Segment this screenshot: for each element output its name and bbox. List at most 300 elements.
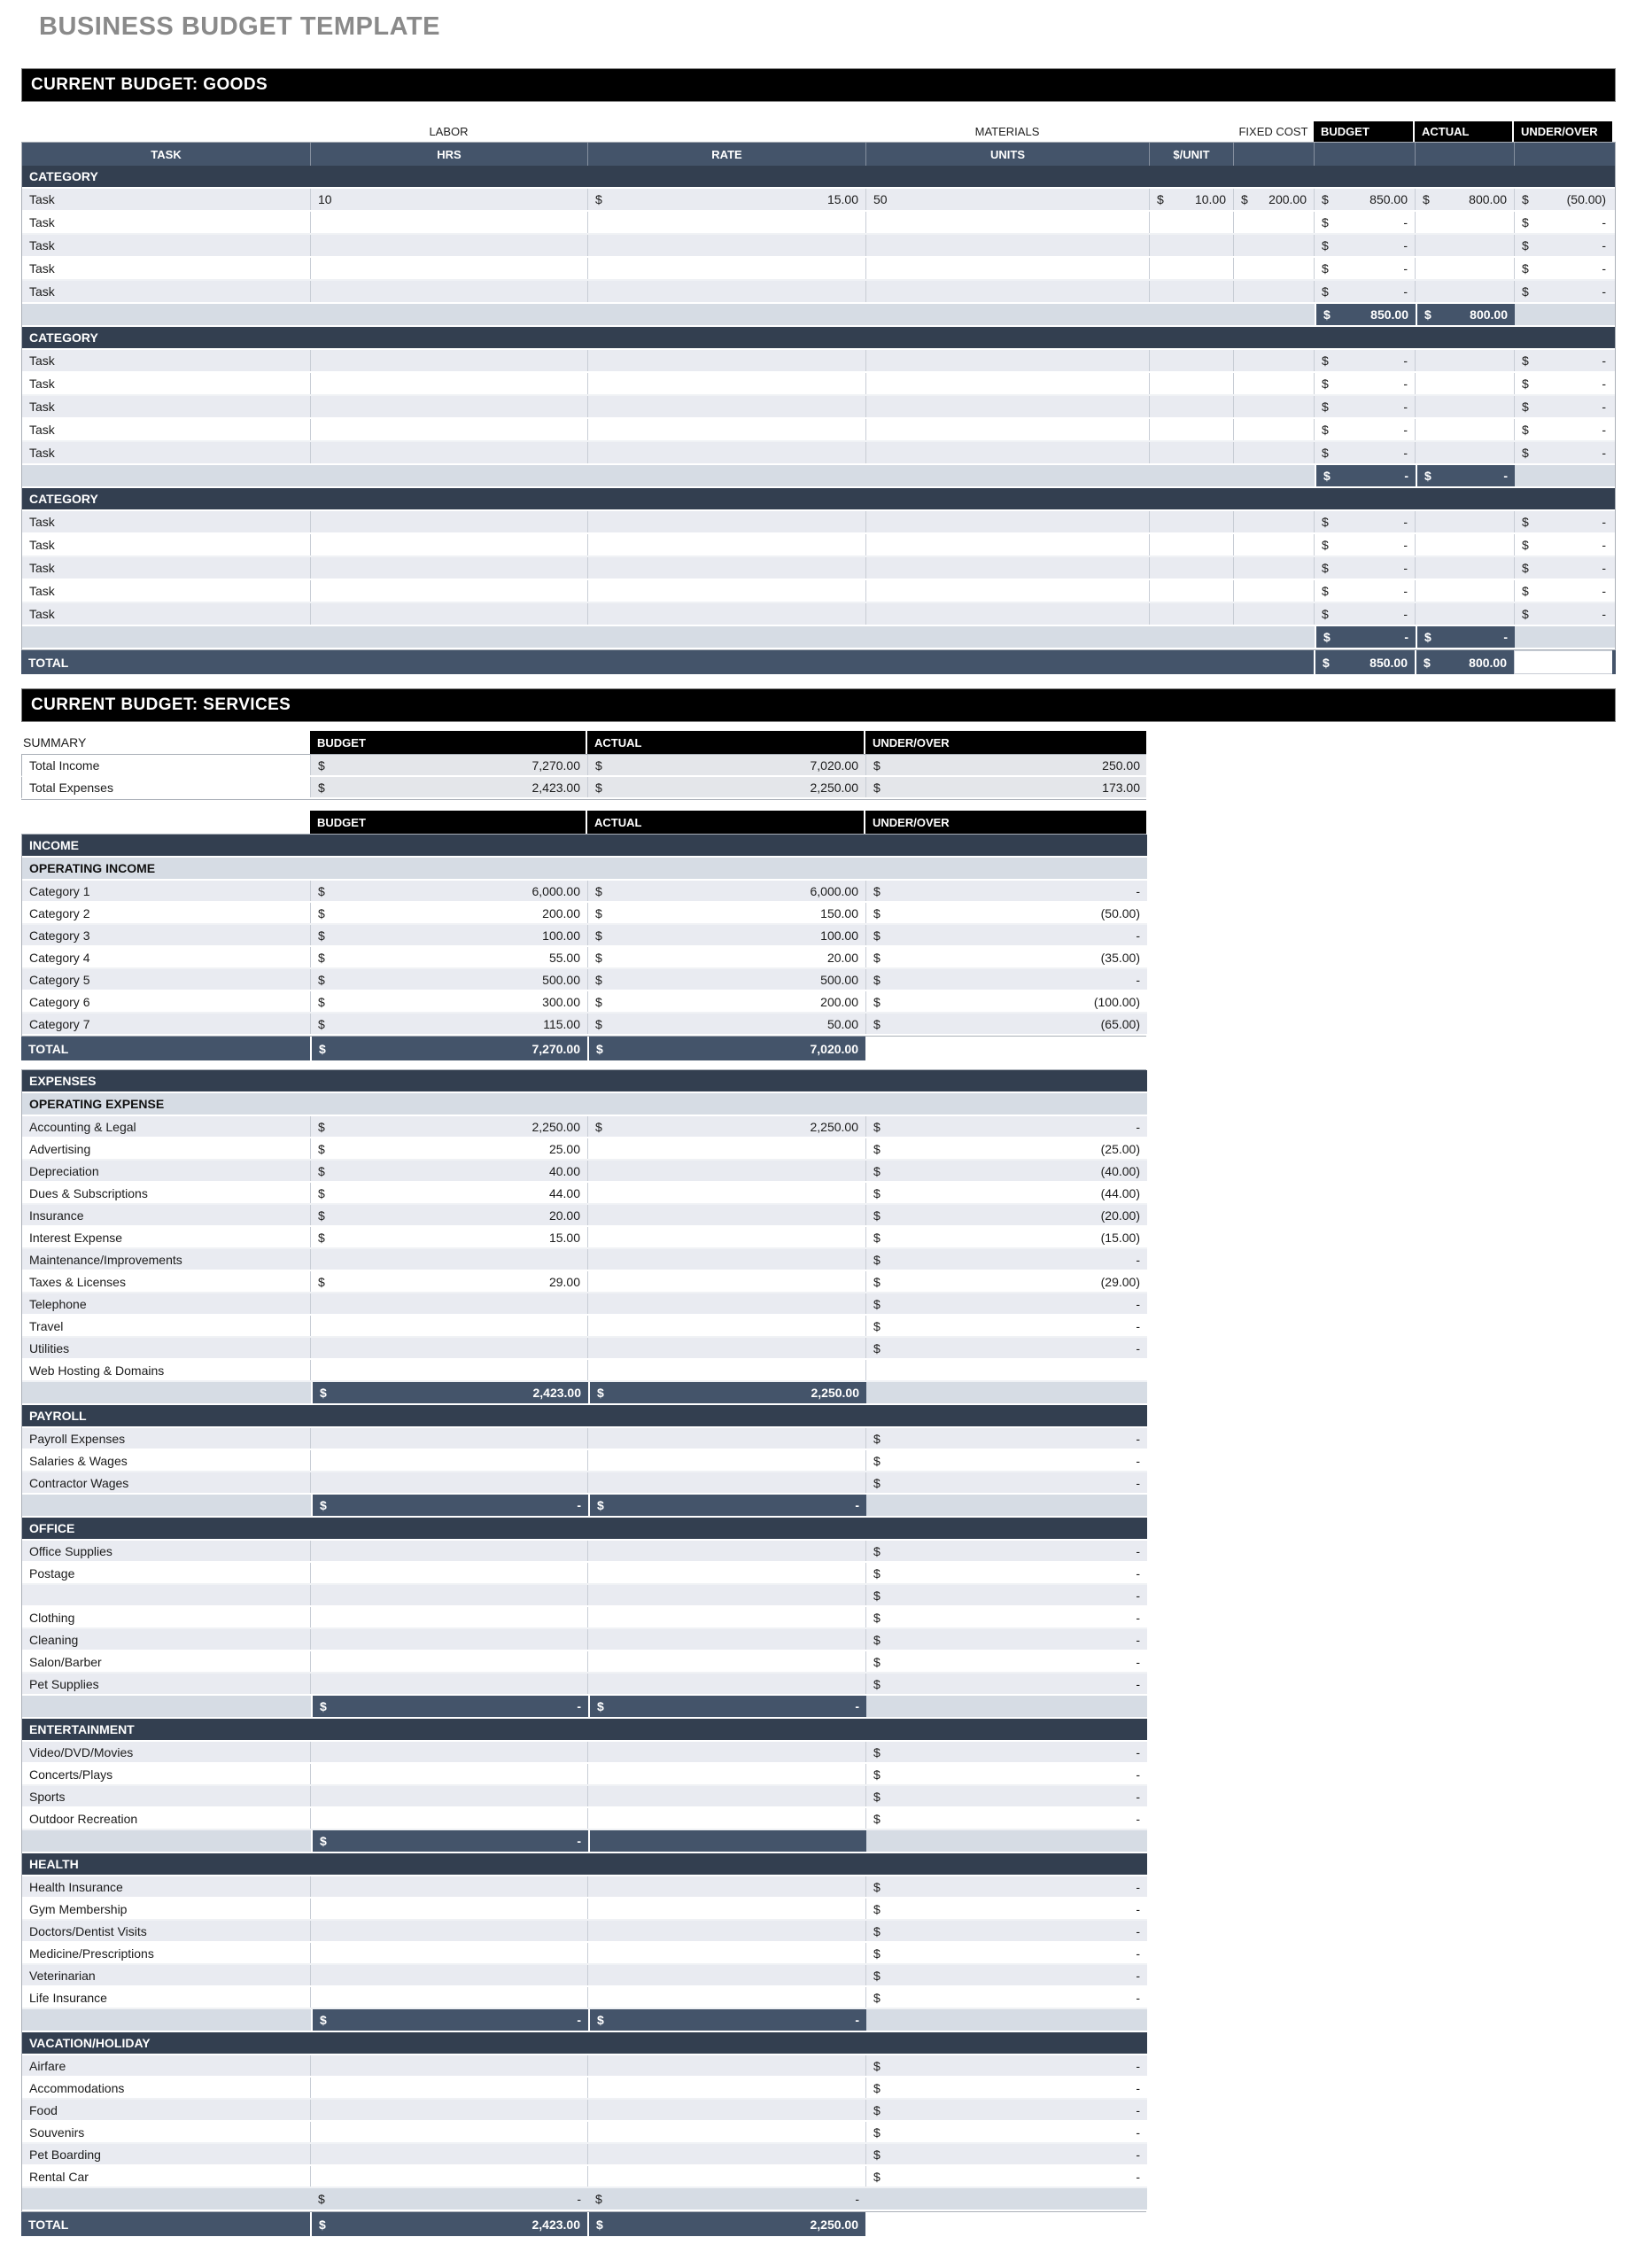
budget-cell[interactable] — [311, 1943, 588, 1963]
row-label-cell[interactable]: Clothing — [22, 1607, 311, 1627]
under-over-cell[interactable] — [1515, 603, 1613, 625]
under-over-cell[interactable] — [866, 1563, 1147, 1583]
actual-cell[interactable] — [588, 1138, 866, 1159]
actual-cell[interactable] — [588, 1764, 866, 1784]
task-cell[interactable]: Task — [22, 580, 311, 602]
under-over-cell[interactable] — [866, 1227, 1147, 1247]
fixed-cost-cell[interactable] — [1234, 212, 1315, 233]
hrs-cell[interactable] — [311, 258, 588, 279]
units-cell[interactable] — [866, 557, 1150, 579]
budget-cell[interactable] — [1315, 212, 1416, 233]
budget-cell[interactable] — [1315, 350, 1416, 371]
actual-cell[interactable] — [588, 2122, 866, 2142]
task-cell[interactable]: Task — [22, 281, 311, 302]
under-over-cell[interactable] — [866, 1764, 1147, 1784]
under-over-cell[interactable] — [866, 903, 1147, 923]
under-over-cell[interactable] — [866, 1249, 1147, 1270]
subtotal-actual-cell[interactable] — [588, 1830, 866, 1852]
unit-cost-cell[interactable] — [1150, 350, 1234, 371]
under-over-cell[interactable] — [866, 1450, 1147, 1471]
rate-cell[interactable] — [588, 442, 866, 463]
budget-cell[interactable] — [311, 1965, 588, 1985]
budget-cell[interactable] — [311, 881, 588, 901]
under-over-cell[interactable] — [866, 2055, 1147, 2076]
row-label-cell[interactable]: Accommodations — [22, 2078, 311, 2098]
under-over-cell[interactable] — [866, 2078, 1147, 2098]
under-over-cell[interactable] — [866, 1808, 1147, 1829]
fixed-cost-cell[interactable] — [1234, 281, 1315, 302]
budget-cell[interactable] — [311, 1014, 588, 1034]
actual-cell[interactable] — [588, 1742, 866, 1762]
actual-cell[interactable] — [588, 1607, 866, 1627]
total-budget-cell[interactable] — [310, 2212, 587, 2236]
budget-cell[interactable] — [1315, 557, 1416, 579]
under-over-cell[interactable] — [1515, 258, 1613, 279]
task-cell[interactable]: Task — [22, 350, 311, 371]
unit-cost-cell[interactable] — [1150, 511, 1234, 532]
task-cell[interactable]: Task — [22, 396, 311, 417]
subtotal-actual-cell[interactable] — [588, 2188, 866, 2210]
fixed-cost-cell[interactable] — [1234, 419, 1315, 440]
row-label-cell[interactable]: Contractor Wages — [22, 1472, 311, 1493]
under-over-cell[interactable] — [866, 1943, 1147, 1963]
row-label-cell[interactable]: Taxes & Licenses — [22, 1271, 311, 1292]
task-cell[interactable]: Task — [22, 235, 311, 256]
row-label-cell[interactable]: Utilities — [22, 1338, 311, 1358]
row-label-cell[interactable]: Category 5 — [22, 969, 311, 990]
task-cell[interactable]: Task — [22, 534, 311, 555]
subtotal-actual-cell[interactable] — [1416, 626, 1515, 648]
unit-cost-cell[interactable] — [1150, 580, 1234, 602]
actual-cell[interactable] — [1416, 235, 1515, 256]
budget-cell[interactable] — [311, 1742, 588, 1762]
subtotal-budget-cell[interactable] — [311, 2188, 588, 2210]
budget-cell[interactable] — [311, 2122, 588, 2142]
units-cell[interactable] — [866, 235, 1150, 256]
task-cell[interactable]: Task — [22, 258, 311, 279]
under-over-cell[interactable] — [866, 1271, 1147, 1292]
row-label-cell[interactable]: Category 2 — [22, 903, 311, 923]
under-over-cell[interactable] — [866, 925, 1147, 945]
actual-cell[interactable] — [588, 1808, 866, 1829]
budget-cell[interactable] — [311, 1585, 588, 1605]
subtotal-budget-cell[interactable] — [1315, 626, 1416, 648]
fixed-cost-cell[interactable] — [1234, 511, 1315, 532]
actual-cell[interactable] — [1416, 189, 1515, 210]
subtotal-budget-cell[interactable] — [311, 1495, 588, 1516]
rate-cell[interactable] — [588, 189, 866, 210]
actual-cell[interactable] — [1416, 603, 1515, 625]
actual-cell[interactable] — [588, 1876, 866, 1897]
budget-cell[interactable] — [311, 1293, 588, 1314]
units-cell[interactable] — [866, 212, 1150, 233]
actual-cell[interactable] — [588, 1786, 866, 1806]
actual-cell[interactable] — [588, 2144, 866, 2164]
hrs-cell[interactable] — [311, 419, 588, 440]
row-label-cell[interactable] — [22, 1585, 311, 1605]
budget-cell[interactable] — [311, 1808, 588, 1829]
row-label-cell[interactable]: Airfare — [22, 2055, 311, 2076]
units-cell[interactable] — [866, 396, 1150, 417]
row-label-cell[interactable]: Category 3 — [22, 925, 311, 945]
fixed-cost-cell[interactable] — [1234, 534, 1315, 555]
under-over-cell[interactable] — [866, 1629, 1147, 1650]
subtotal-actual-cell[interactable] — [588, 1382, 866, 1403]
actual-cell[interactable] — [588, 1541, 866, 1561]
hrs-cell[interactable]: 10 — [311, 189, 588, 210]
budget-cell[interactable] — [311, 2100, 588, 2120]
budget-cell[interactable] — [311, 1786, 588, 1806]
row-label-cell[interactable]: Accounting & Legal — [22, 1116, 311, 1137]
total-budget-cell[interactable] — [310, 1037, 587, 1060]
row-label-cell[interactable]: Sports — [22, 1786, 311, 1806]
under-over-cell[interactable] — [866, 947, 1147, 967]
actual-cell[interactable] — [588, 1472, 866, 1493]
under-over-cell[interactable] — [866, 1293, 1147, 1314]
unit-cost-cell[interactable] — [1150, 557, 1234, 579]
actual-cell[interactable] — [588, 991, 866, 1012]
budget-cell[interactable] — [311, 1227, 588, 1247]
budget-cell[interactable] — [311, 1183, 588, 1203]
hrs-cell[interactable] — [311, 212, 588, 233]
actual-cell[interactable] — [588, 1116, 866, 1137]
row-label-cell[interactable]: Video/DVD/Movies — [22, 1742, 311, 1762]
actual-cell[interactable] — [1416, 442, 1515, 463]
actual-cell[interactable] — [1416, 396, 1515, 417]
rate-cell[interactable] — [588, 212, 866, 233]
row-label-cell[interactable]: Rental Car — [22, 2166, 311, 2186]
budget-cell[interactable] — [311, 1205, 588, 1225]
subtotal-under-over-cell[interactable] — [1515, 626, 1613, 648]
budget-cell[interactable] — [311, 2078, 588, 2098]
row-label-cell[interactable]: Category 6 — [22, 991, 311, 1012]
row-label-cell[interactable]: Web Hosting & Domains — [22, 1360, 311, 1380]
rate-cell[interactable] — [588, 396, 866, 417]
actual-cell[interactable] — [588, 1249, 866, 1270]
subtotal-actual-cell[interactable] — [588, 1696, 866, 1717]
under-over-cell[interactable] — [1515, 373, 1613, 394]
under-over-cell[interactable] — [1515, 580, 1613, 602]
actual-cell[interactable] — [588, 903, 866, 923]
hrs-cell[interactable] — [311, 511, 588, 532]
budget-cell[interactable] — [311, 1629, 588, 1650]
under-over-cell[interactable] — [1515, 534, 1613, 555]
row-label-cell[interactable]: Outdoor Recreation — [22, 1808, 311, 1829]
rate-cell[interactable] — [588, 258, 866, 279]
hrs-cell[interactable] — [311, 603, 588, 625]
actual-cell[interactable] — [588, 1014, 866, 1034]
subtotal-under-over-cell[interactable] — [866, 2188, 1147, 2210]
under-over-cell[interactable] — [866, 1876, 1147, 1897]
under-over-cell[interactable] — [1515, 350, 1613, 371]
budget-cell[interactable] — [311, 777, 588, 797]
budget-cell[interactable] — [1315, 419, 1416, 440]
total-actual-cell[interactable] — [587, 2212, 865, 2236]
budget-cell[interactable] — [311, 1674, 588, 1694]
subtotal-actual-cell[interactable] — [588, 2009, 866, 2031]
under-over-cell[interactable] — [866, 1360, 1147, 1380]
actual-cell[interactable] — [588, 2078, 866, 2098]
actual-cell[interactable] — [588, 2055, 866, 2076]
task-cell[interactable]: Task — [22, 373, 311, 394]
row-label-cell[interactable]: Doctors/Dentist Visits — [22, 1921, 311, 1941]
budget-cell[interactable] — [311, 2144, 588, 2164]
rate-cell[interactable] — [588, 419, 866, 440]
row-label-cell[interactable]: Interest Expense — [22, 1227, 311, 1247]
budget-cell[interactable] — [311, 1651, 588, 1672]
unit-cost-cell[interactable] — [1150, 212, 1234, 233]
under-over-cell[interactable] — [866, 1674, 1147, 1694]
row-label-cell[interactable]: Medicine/Prescriptions — [22, 1943, 311, 1963]
actual-cell[interactable] — [1416, 212, 1515, 233]
units-cell[interactable] — [866, 258, 1150, 279]
under-over-cell[interactable] — [866, 1116, 1147, 1137]
hrs-cell[interactable] — [311, 235, 588, 256]
row-label-cell[interactable]: Insurance — [22, 1205, 311, 1225]
subtotal-budget-cell[interactable] — [311, 1382, 588, 1403]
fixed-cost-cell[interactable] — [1234, 603, 1315, 625]
actual-cell[interactable] — [1416, 258, 1515, 279]
actual-cell[interactable] — [1416, 281, 1515, 302]
under-over-cell[interactable] — [866, 2122, 1147, 2142]
under-over-cell[interactable] — [866, 1472, 1147, 1493]
hrs-cell[interactable] — [311, 557, 588, 579]
row-label-cell[interactable]: Health Insurance — [22, 1876, 311, 1897]
budget-cell[interactable] — [311, 2166, 588, 2186]
rate-cell[interactable] — [588, 511, 866, 532]
subtotal-budget-cell[interactable] — [311, 2009, 588, 2031]
row-label-cell[interactable]: Pet Supplies — [22, 1674, 311, 1694]
subtotal-under-over-cell[interactable] — [866, 1382, 1147, 1403]
under-over-cell[interactable] — [866, 1205, 1147, 1225]
task-cell[interactable]: Task — [22, 603, 311, 625]
under-over-cell[interactable] — [866, 1014, 1147, 1034]
actual-cell[interactable] — [1416, 557, 1515, 579]
budget-cell[interactable] — [311, 2055, 588, 2076]
fixed-cost-cell[interactable] — [1234, 189, 1315, 210]
budget-cell[interactable] — [1315, 189, 1416, 210]
under-over-cell[interactable] — [866, 1786, 1147, 1806]
under-over-cell[interactable] — [866, 777, 1147, 797]
budget-cell[interactable] — [1315, 580, 1416, 602]
actual-cell[interactable] — [588, 1161, 866, 1181]
budget-cell[interactable] — [311, 1360, 588, 1380]
subtotal-under-over-cell[interactable] — [1515, 465, 1613, 486]
under-over-cell[interactable] — [866, 2166, 1147, 2186]
actual-cell[interactable] — [1416, 511, 1515, 532]
actual-cell[interactable] — [588, 1450, 866, 1471]
under-over-cell[interactable] — [866, 991, 1147, 1012]
under-over-cell[interactable] — [866, 1338, 1147, 1358]
actual-cell[interactable] — [1416, 534, 1515, 555]
rate-cell[interactable] — [588, 557, 866, 579]
actual-cell[interactable] — [588, 1316, 866, 1336]
subtotal-budget-cell[interactable] — [1315, 304, 1416, 325]
budget-cell[interactable] — [311, 991, 588, 1012]
actual-cell[interactable] — [588, 1360, 866, 1380]
under-over-cell[interactable] — [866, 1585, 1147, 1605]
budget-cell[interactable] — [311, 1764, 588, 1784]
under-over-cell[interactable] — [866, 1987, 1147, 2008]
actual-cell[interactable] — [588, 1205, 866, 1225]
actual-cell[interactable] — [588, 1338, 866, 1358]
actual-cell[interactable] — [588, 777, 866, 797]
row-label-cell[interactable]: Postage — [22, 1563, 311, 1583]
hrs-cell[interactable] — [311, 396, 588, 417]
row-label-cell[interactable]: Payroll Expenses — [22, 1428, 311, 1449]
row-label-cell[interactable]: Concerts/Plays — [22, 1764, 311, 1784]
actual-cell[interactable] — [588, 969, 866, 990]
actual-cell[interactable] — [1416, 580, 1515, 602]
units-cell[interactable] — [866, 373, 1150, 394]
budget-cell[interactable] — [311, 1607, 588, 1627]
under-over-cell[interactable] — [1515, 281, 1613, 302]
actual-cell[interactable] — [1416, 373, 1515, 394]
budget-cell[interactable] — [311, 1249, 588, 1270]
actual-cell[interactable] — [588, 925, 866, 945]
units-cell[interactable] — [866, 350, 1150, 371]
budget-cell[interactable] — [1315, 534, 1416, 555]
under-over-cell[interactable] — [866, 1541, 1147, 1561]
under-over-cell[interactable] — [866, 755, 1147, 775]
budget-cell[interactable] — [311, 903, 588, 923]
unit-cost-cell[interactable] — [1150, 189, 1234, 210]
budget-cell[interactable] — [1315, 396, 1416, 417]
units-cell[interactable] — [866, 442, 1150, 463]
actual-cell[interactable] — [588, 1183, 866, 1203]
under-over-cell[interactable] — [866, 2100, 1147, 2120]
budget-cell[interactable] — [311, 1899, 588, 1919]
units-cell[interactable] — [866, 603, 1150, 625]
under-over-cell[interactable] — [866, 1607, 1147, 1627]
budget-cell[interactable] — [311, 1271, 588, 1292]
actual-cell[interactable] — [588, 1943, 866, 1963]
actual-cell[interactable] — [588, 2100, 866, 2120]
row-label-cell[interactable]: Telephone — [22, 1293, 311, 1314]
under-over-cell[interactable] — [866, 1316, 1147, 1336]
actual-cell[interactable] — [1416, 350, 1515, 371]
budget-cell[interactable] — [311, 1987, 588, 2008]
subtotal-under-over-cell[interactable] — [866, 2009, 1147, 2031]
subtotal-under-over-cell[interactable] — [1515, 304, 1613, 325]
unit-cost-cell[interactable] — [1150, 442, 1234, 463]
under-over-cell[interactable] — [1515, 235, 1613, 256]
units-cell[interactable] — [866, 419, 1150, 440]
row-label-cell[interactable]: Veterinarian — [22, 1965, 311, 1985]
unit-cost-cell[interactable] — [1150, 534, 1234, 555]
row-label-cell[interactable]: Salon/Barber — [22, 1651, 311, 1672]
budget-cell[interactable] — [311, 947, 588, 967]
actual-cell[interactable] — [588, 1293, 866, 1314]
actual-cell[interactable] — [588, 1987, 866, 2008]
under-over-cell[interactable] — [1515, 419, 1613, 440]
subtotal-under-over-cell[interactable] — [866, 1830, 1147, 1852]
actual-cell[interactable] — [1416, 419, 1515, 440]
unit-cost-cell[interactable] — [1150, 373, 1234, 394]
row-label-cell[interactable]: Category 4 — [22, 947, 311, 967]
under-over-cell[interactable] — [866, 1183, 1147, 1203]
fixed-cost-cell[interactable] — [1234, 442, 1315, 463]
budget-cell[interactable] — [311, 1116, 588, 1137]
row-label-cell[interactable]: Pet Boarding — [22, 2144, 311, 2164]
under-over-cell[interactable] — [866, 1161, 1147, 1181]
fixed-cost-cell[interactable] — [1234, 396, 1315, 417]
row-label-cell[interactable]: Life Insurance — [22, 1987, 311, 2008]
under-over-cell[interactable] — [866, 2144, 1147, 2164]
budget-cell[interactable] — [1315, 442, 1416, 463]
rate-cell[interactable] — [588, 603, 866, 625]
units-cell[interactable]: 50 — [866, 189, 1150, 210]
rate-cell[interactable] — [588, 350, 866, 371]
task-cell[interactable]: Task — [22, 212, 311, 233]
actual-cell[interactable] — [588, 755, 866, 775]
under-over-cell[interactable] — [866, 881, 1147, 901]
fixed-cost-cell[interactable] — [1234, 235, 1315, 256]
subtotal-actual-cell[interactable] — [588, 1495, 866, 1516]
rate-cell[interactable] — [588, 373, 866, 394]
unit-cost-cell[interactable] — [1150, 419, 1234, 440]
row-label-cell[interactable]: Cleaning — [22, 1629, 311, 1650]
subtotal-budget-cell[interactable] — [311, 1830, 588, 1852]
actual-cell[interactable] — [588, 1899, 866, 1919]
budget-cell[interactable] — [1315, 511, 1416, 532]
hrs-cell[interactable] — [311, 442, 588, 463]
rate-cell[interactable] — [588, 235, 866, 256]
unit-cost-cell[interactable] — [1150, 258, 1234, 279]
actual-cell[interactable] — [588, 1585, 866, 1605]
under-over-cell[interactable] — [866, 1921, 1147, 1941]
budget-cell[interactable] — [311, 755, 588, 775]
under-over-cell[interactable] — [1515, 557, 1613, 579]
task-cell[interactable]: Task — [22, 557, 311, 579]
task-cell[interactable]: Task — [22, 189, 311, 210]
actual-cell[interactable] — [588, 1965, 866, 1985]
budget-cell[interactable] — [1315, 281, 1416, 302]
row-label-cell[interactable]: Gym Membership — [22, 1899, 311, 1919]
budget-cell[interactable] — [1315, 258, 1416, 279]
under-over-cell[interactable] — [866, 1899, 1147, 1919]
unit-cost-cell[interactable] — [1150, 235, 1234, 256]
units-cell[interactable] — [866, 511, 1150, 532]
row-label-cell[interactable]: Category 7 — [22, 1014, 311, 1034]
under-over-cell[interactable] — [1515, 511, 1613, 532]
rate-cell[interactable] — [588, 580, 866, 602]
budget-cell[interactable] — [311, 1472, 588, 1493]
budget-cell[interactable] — [311, 1876, 588, 1897]
budget-cell[interactable] — [311, 1316, 588, 1336]
under-over-cell[interactable] — [1515, 189, 1613, 210]
subtotal-under-over-cell[interactable] — [866, 1696, 1147, 1717]
fixed-cost-cell[interactable] — [1234, 557, 1315, 579]
row-label-cell[interactable]: Depreciation — [22, 1161, 311, 1181]
budget-cell[interactable] — [311, 1450, 588, 1471]
budget-cell[interactable] — [1315, 603, 1416, 625]
actual-cell[interactable] — [588, 1921, 866, 1941]
fixed-cost-cell[interactable] — [1234, 373, 1315, 394]
row-label-cell[interactable]: Souvenirs — [22, 2122, 311, 2142]
row-label-cell[interactable]: Maintenance/Improvements — [22, 1249, 311, 1270]
rate-cell[interactable] — [588, 534, 866, 555]
actual-cell[interactable] — [588, 1271, 866, 1292]
budget-cell[interactable] — [1315, 373, 1416, 394]
fixed-cost-cell[interactable] — [1234, 580, 1315, 602]
budget-cell[interactable] — [311, 1541, 588, 1561]
task-cell[interactable]: Task — [22, 419, 311, 440]
row-label-cell[interactable]: Category 1 — [22, 881, 311, 901]
hrs-cell[interactable] — [311, 373, 588, 394]
budget-cell[interactable] — [1315, 235, 1416, 256]
rate-cell[interactable] — [588, 281, 866, 302]
